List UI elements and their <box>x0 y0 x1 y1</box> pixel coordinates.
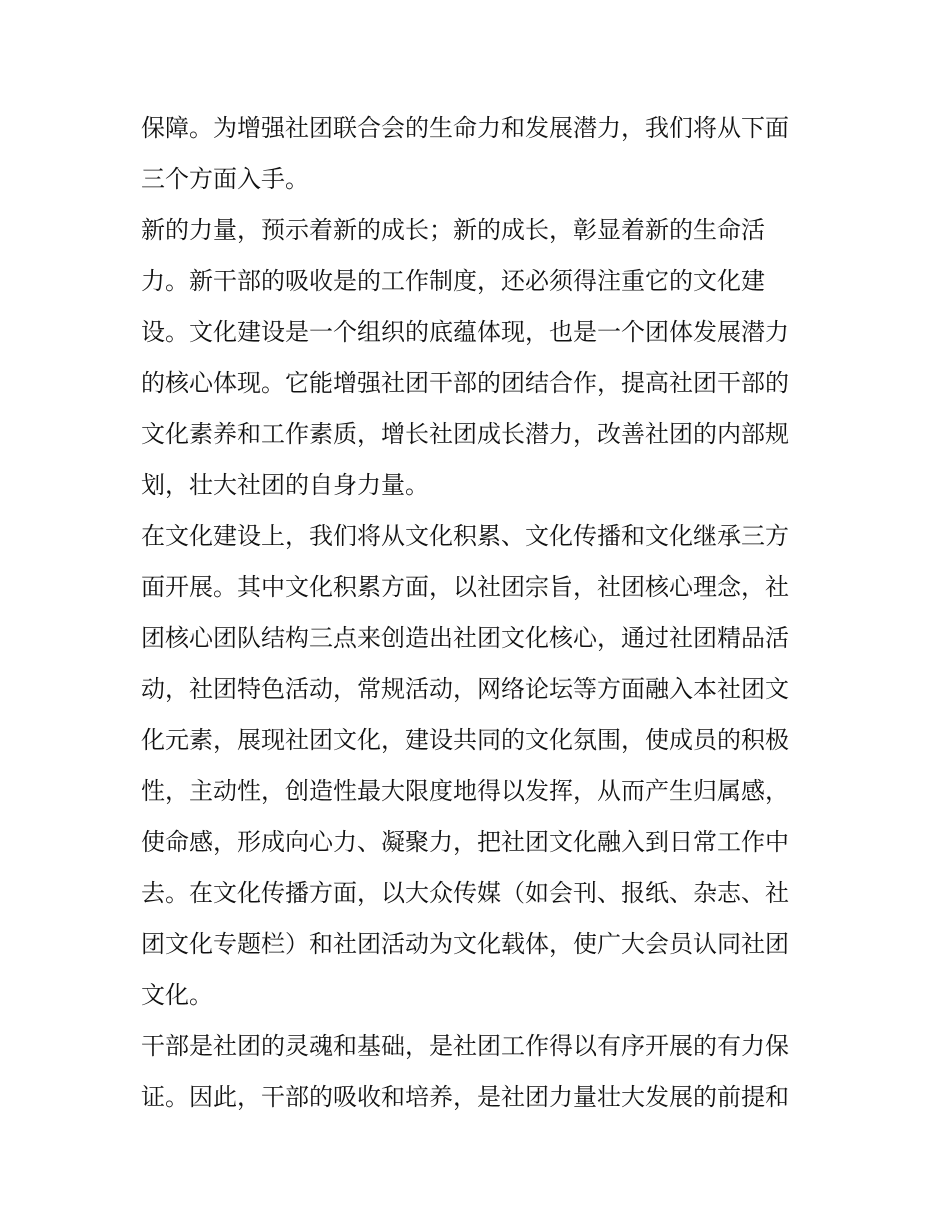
text-line: 干部是社团的灵魂和基础，是社团工作得以有序开展的有力保 <box>141 1032 789 1060</box>
text-line: 动，社团特色活动，常规活动，网络论坛等方面融入本社团文 <box>141 675 789 703</box>
text-line: 新的力量，预示着新的成长；新的成长，彰显着新的生命活 <box>141 216 765 244</box>
text-line: 性，主动性，创造性最大限度地得以发挥，从而产生归属感， <box>141 777 789 805</box>
text-line: 证。因此，干部的吸收和培养，是社团力量壮大发展的前提和 <box>141 1083 789 1111</box>
text-line: 团核心团队结构三点来创造出社团文化核心，通过社团精品活 <box>141 624 789 652</box>
text-line: 化元素，展现社团文化，建设共同的文化氛围，使成员的积极 <box>141 726 789 754</box>
text-line: 面开展。其中文化积累方面，以社团宗旨，社团核心理念，社 <box>141 573 789 601</box>
text-line: 设。文化建设是一个组织的底蕴体现，也是一个团体发展潜力 <box>141 318 789 346</box>
text-line: 文化。 <box>141 981 213 1009</box>
text-line: 在文化建设上，我们将从文化积累、文化传播和文化继承三方 <box>141 522 789 550</box>
text-line: 文化素养和工作素质，增长社团成长潜力，改善社团的内部规 <box>141 420 789 448</box>
text-line: 保障。为增强社团联合会的生命力和发展潜力，我们将从下面 <box>141 114 789 142</box>
text-line: 的核心体现。它能增强社团干部的团结合作，提高社团干部的 <box>141 369 789 397</box>
text-line: 三个方面入手。 <box>141 165 309 193</box>
text-line: 划，壮大社团的自身力量。 <box>141 471 429 499</box>
text-line: 团文化专题栏）和社团活动为文化载体，使广大会员认同社团 <box>141 930 789 958</box>
text-line: 去。在文化传播方面，以大众传媒（如会刊、报纸、杂志、社 <box>141 879 789 907</box>
text-line: 力。新干部的吸收是的工作制度，还必须得注重它的文化建 <box>141 267 765 295</box>
text-line: 使命感，形成向心力、凝聚力，把社团文化融入到日常工作中 <box>141 828 789 856</box>
